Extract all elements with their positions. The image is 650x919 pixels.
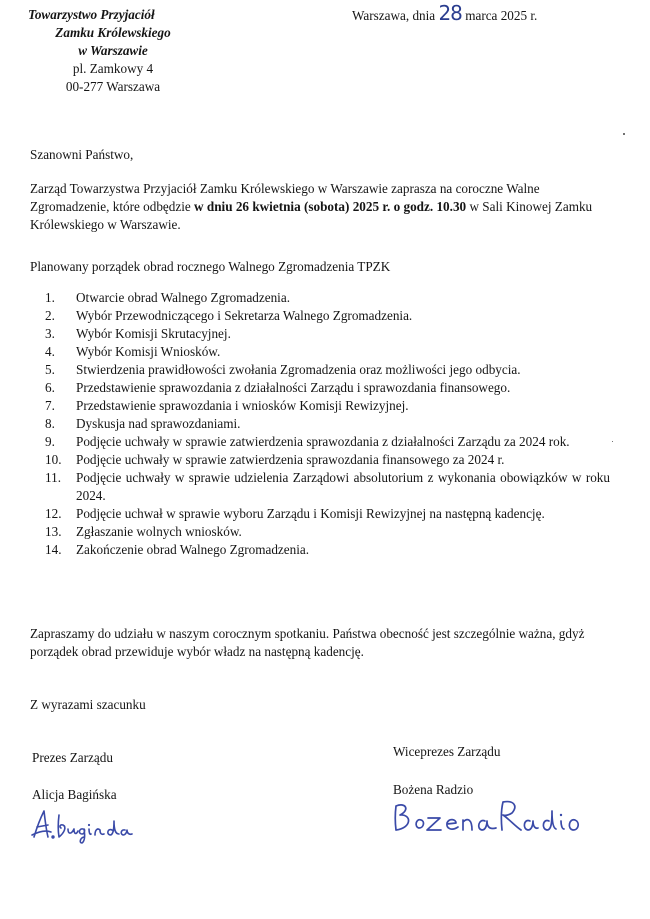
scan-speck <box>612 441 613 442</box>
agenda-item-text: Podjęcie uchwały w sprawie zatwierdzenia sprawozdania finansowego za 2024 r. <box>76 452 505 467</box>
agenda-item-number: 6. <box>45 380 55 395</box>
agenda-item <box>45 397 610 415</box>
sender-org-line3: w Warszawie <box>78 43 148 58</box>
sender-block <box>28 6 198 96</box>
agenda-item <box>45 289 610 307</box>
vice-president-role: Wiceprezes Zarządu <box>393 744 501 759</box>
agenda-item-text: Przedstawienie sprawozdania z działalności Zarządu i sprawozdania finansowego. <box>76 380 511 395</box>
sender-street: pl. Zamkowy 4 <box>72 61 154 76</box>
agenda-item-number: 12. <box>45 506 62 521</box>
agenda-item-text: Dyskusja nad sprawozdaniami. <box>76 416 241 431</box>
agenda-item <box>45 415 610 433</box>
agenda-item <box>45 523 610 541</box>
scan-speck <box>623 133 625 135</box>
agenda-item-text: Podjęcie uchwał w sprawie wyboru Zarządu i Komisji Rewizyjnej na następną kadencję. <box>76 506 545 521</box>
agenda-item <box>45 451 610 469</box>
president-role: Prezes Zarządu <box>32 750 113 765</box>
agenda-item-number: 3. <box>45 326 55 341</box>
agenda-item <box>45 541 610 559</box>
agenda-item <box>45 307 610 325</box>
greeting: Szanowni Państwo, <box>30 147 134 162</box>
agenda-item-number: 4. <box>45 344 55 359</box>
date-month-year: marca 2025 r. <box>465 8 538 23</box>
agenda-item-text: Zgłaszanie wolnych wniosków. <box>76 524 242 539</box>
vice-president-signature <box>388 796 613 840</box>
date-day-handwritten: 28 <box>438 1 462 25</box>
agenda-item-number: 8. <box>45 416 55 431</box>
agenda-item <box>45 343 610 361</box>
regards-line: Z wyrazami szacunku <box>30 697 146 712</box>
intro-paragraph <box>30 180 615 234</box>
agenda-item <box>45 379 610 397</box>
sender-org-line1: Towarzystwo Przyjaciół <box>28 7 155 22</box>
agenda-item-text: Podjęcie uchwały w sprawie udzielenia Zarządowi absolutorium z wykonania obowiązków w roku 2024. <box>76 470 610 503</box>
agenda-item <box>45 433 610 451</box>
agenda-item-text: Podjęcie uchwały w sprawie zatwierdzenia sprawozdania z działalności Zarządu za 2024 rok. <box>76 434 570 449</box>
agenda-item-text: Wybór Przewodniczącego i Sekretarza Walnego Zgromadzenia. <box>76 308 413 323</box>
agenda-item-text: Stwierdzenia prawidłowości zwołania Zgromadzenia oraz możliwości jego odbycia. <box>76 362 521 377</box>
agenda-item-number: 9. <box>45 434 55 449</box>
agenda-item-number: 1. <box>45 290 55 305</box>
agenda-item-text: Przedstawienie sprawozdania i wniosków Komisji Rewizyjnej. <box>76 398 409 413</box>
agenda-item-number: 13. <box>45 524 62 539</box>
intro-meeting-date: w dniu 26 kwietnia (sobota) 2025 r. o godz. 10.30 <box>194 199 467 214</box>
vice-president-name: Bożena Radzio <box>393 782 474 797</box>
agenda-item-text: Zakończenie obrad Walnego Zgromadzenia. <box>76 542 310 557</box>
closing-paragraph: Zapraszamy do udziału w naszym corocznym spotkaniu. Państwa obecność jest szczególnie ważna, gdyż porządek obrad przewiduje wybór władz na następną kadencję. <box>30 626 585 659</box>
agenda-item-number: 10. <box>45 452 62 467</box>
sender-city: 00-277 Warszawa <box>65 79 161 94</box>
agenda-item-number: 2. <box>45 308 55 323</box>
agenda-item-number: 7. <box>45 398 55 413</box>
intro-text-part1: Zarząd Towarzystwa Przyjaciół Zamku Królewskiego w Warszawie zaprasza na coroczne Walne Zgromadzenie, które odbędzie <box>30 181 540 214</box>
president-name: Alicja Bagińska <box>32 787 117 802</box>
date-prefix: Warszawa, dnia <box>352 8 436 23</box>
sender-org-line2: Zamku Królewskiego <box>55 25 171 40</box>
agenda-item-number: 14. <box>45 542 62 557</box>
agenda-item <box>45 505 610 523</box>
agenda-item-text: Wybór Komisji Wniosków. <box>76 344 221 359</box>
intro-text-part2: w Sali Kinowej Zamku Królewskiego w Warszawie. <box>30 199 593 232</box>
agenda-title: Planowany porządek obrad rocznego Walnego Zgromadzenia TPZK <box>30 259 391 274</box>
agenda-list <box>45 289 610 559</box>
agenda-item-text: Wybór Komisji Skrutacyjnej. <box>76 326 231 341</box>
agenda-item <box>45 325 610 343</box>
agenda-item-number: 5. <box>45 362 55 377</box>
president-signature <box>28 807 143 845</box>
agenda-item-number: 11. <box>45 470 61 485</box>
agenda-item <box>45 469 610 505</box>
date-line <box>352 1 538 25</box>
agenda-item <box>45 361 610 379</box>
agenda-item-text: Otwarcie obrad Walnego Zgromadzenia. <box>76 290 290 305</box>
